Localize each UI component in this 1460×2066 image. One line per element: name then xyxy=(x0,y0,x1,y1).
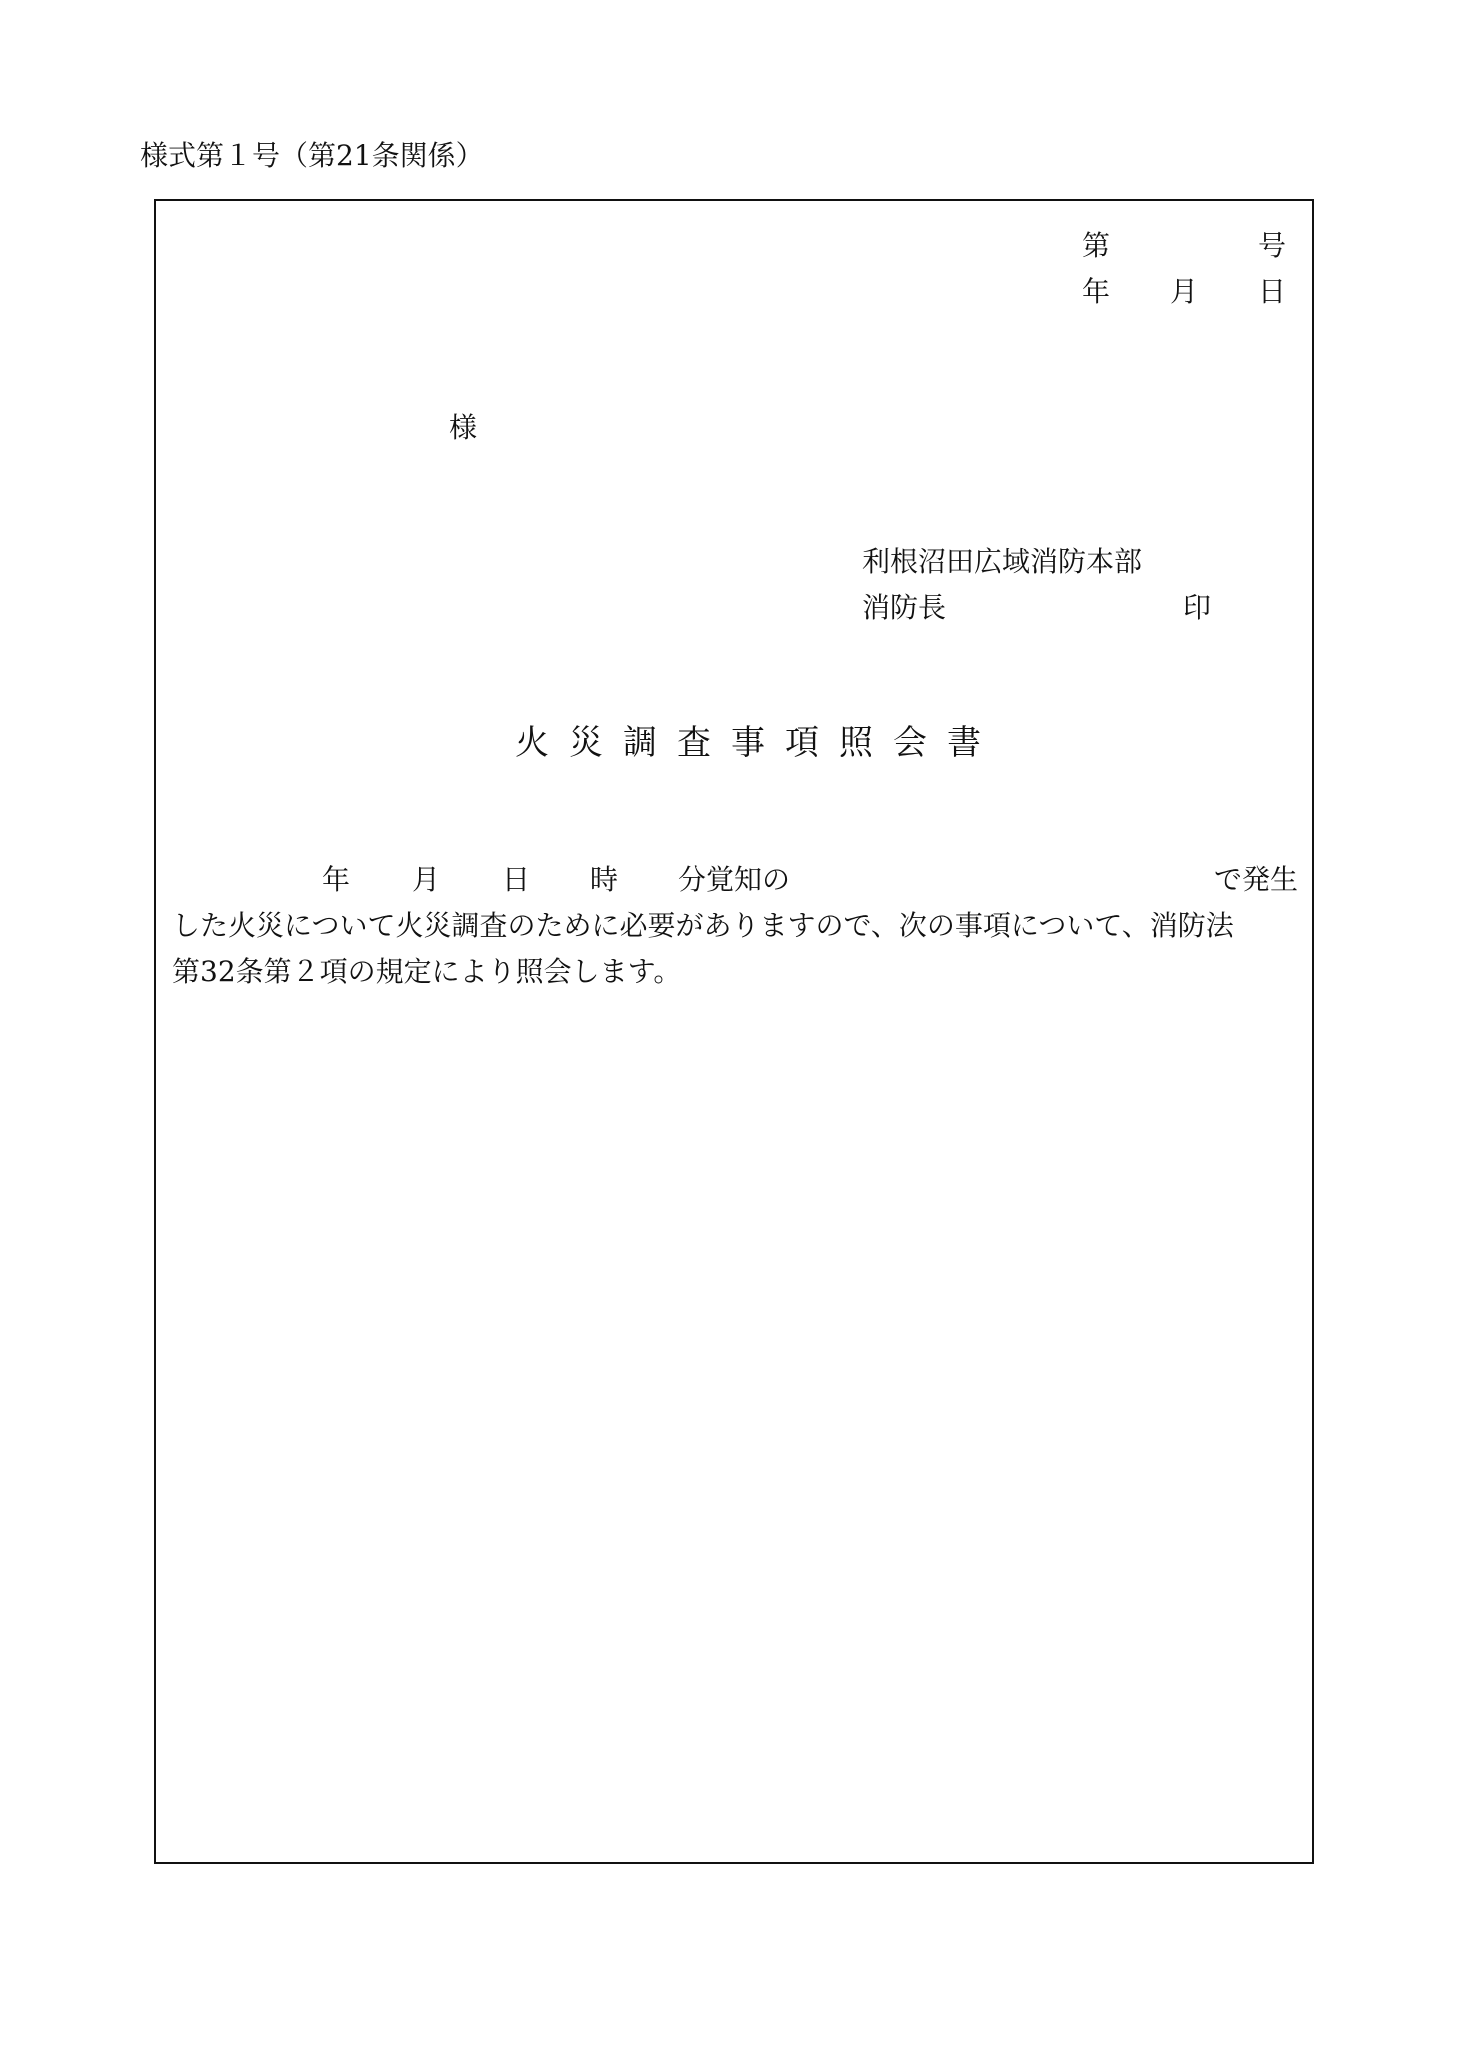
addressee-honorific: 様 xyxy=(449,411,478,444)
date-day: 日 xyxy=(1258,275,1287,308)
body-year: 年 xyxy=(322,863,351,896)
body-minute-aware: 分覚知の xyxy=(678,863,791,896)
body-hour: 時 xyxy=(590,863,619,896)
form-frame xyxy=(154,199,1314,1864)
body-day: 日 xyxy=(502,863,531,896)
issuer-organization: 利根沼田広域消防本部 xyxy=(862,545,1143,578)
body-line-2: した火災について火災調査のために必要がありますので、次の事項について、消防法 xyxy=(172,909,1234,942)
body-occurred: で発生 xyxy=(1214,863,1299,896)
body-line-3: 第32条第２項の規定により照会します。 xyxy=(172,955,682,988)
issuer-title: 消防長 xyxy=(862,591,947,624)
date-year: 年 xyxy=(1082,275,1111,308)
seal-mark: 印 xyxy=(1183,591,1212,624)
ref-dai: 第 xyxy=(1082,229,1111,262)
ref-go: 号 xyxy=(1258,229,1287,262)
form-label: 様式第１号（第21条関係） xyxy=(140,139,484,172)
body-month: 月 xyxy=(412,863,441,896)
date-month: 月 xyxy=(1170,275,1199,308)
document-title: 火災調査事項照会書 xyxy=(515,723,1001,763)
